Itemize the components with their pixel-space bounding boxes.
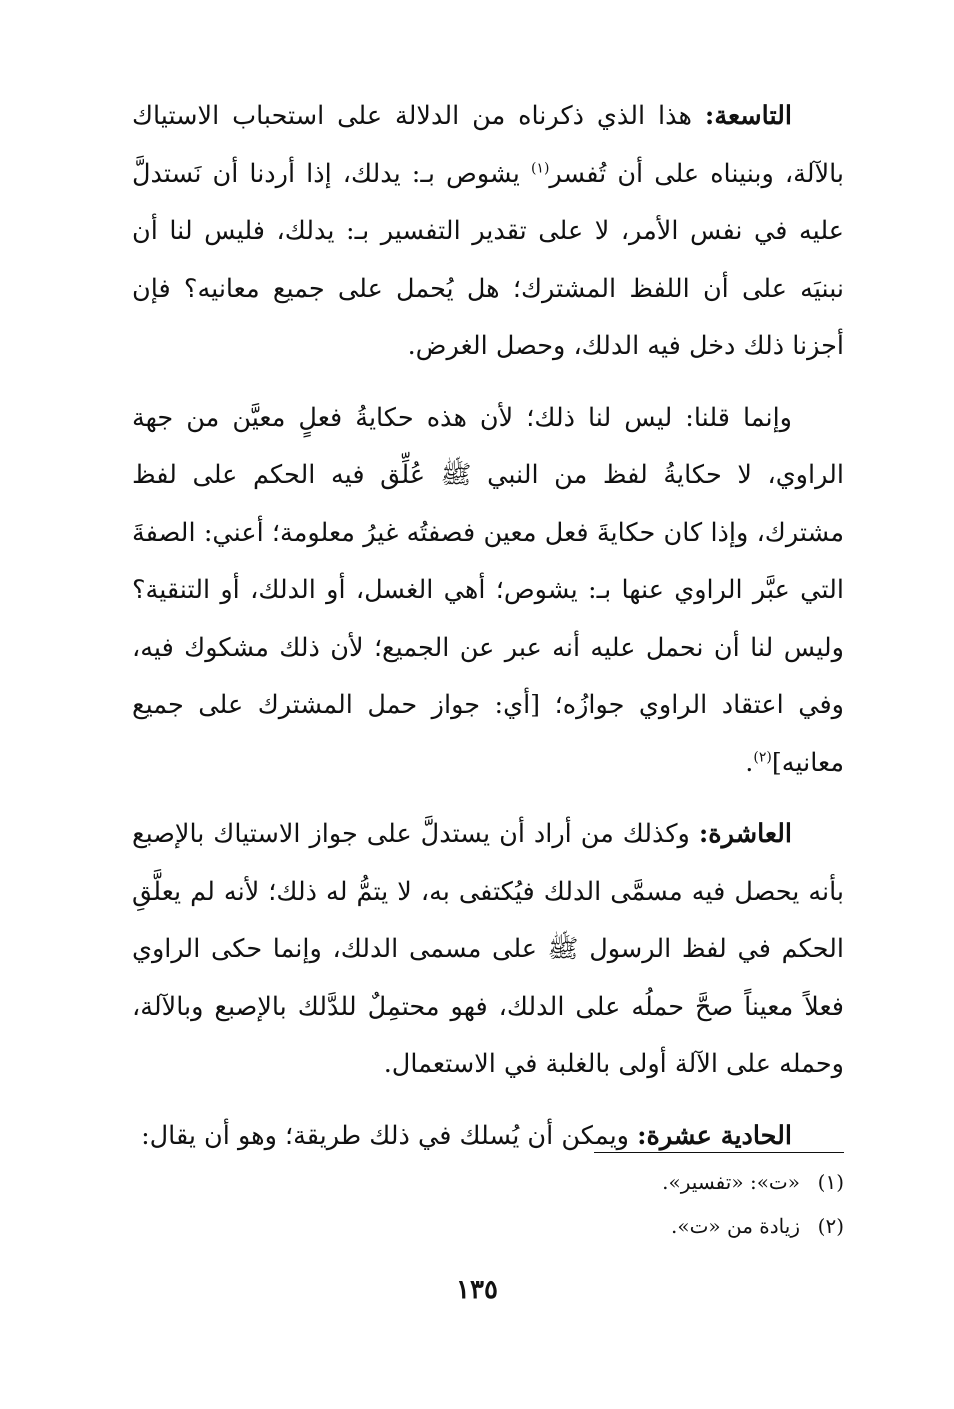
page-number: ١٣٥ [456, 1275, 498, 1305]
paragraph-lead: الحادية عشرة: [637, 1120, 792, 1151]
paragraph-tenth [132, 806, 844, 1094]
paragraph-lead: التاسعة: [704, 101, 792, 131]
footnote-number: (٢) [817, 1214, 844, 1238]
footnote-text: زيادة من «ت». [670, 1214, 800, 1238]
footnote-divider [594, 1152, 844, 1153]
footnotes [400, 1160, 844, 1248]
paragraph-text: وكذلك من أراد أن يستدلَّ على جواز الاستياك بالإصبع بأنه يحصل فيه مسمَّى الدلك فيُكتفى به، لا يتمُّ له ذلك؛ لأنه لم يعلَّقِ الحكم في لفظ الرسول ﷺ على مسمى الدلك، وإنما حكى الراوي فعلاً معيناً صحَّ حملُه على الدلك، فهو محتمِلٌ للدَّلك بالإصبع وبالآلة، وحمله على الآلة أولى بالغلبة في الاستعمال. [132, 819, 844, 1079]
footnote-number: (١) [817, 1170, 844, 1194]
main-text [132, 88, 844, 1165]
paragraph-ninth [132, 88, 844, 376]
footnote-text: «ت»: «تفسير». [662, 1170, 800, 1194]
footnote-reference-2: (٢) [753, 749, 772, 765]
paragraph-text-continued: يشوص بـ: يدلك، إذا أردنا أن نَستدلَّ عليه في نفس الأمر، لا على تقدير التفسير بـ: يدلك، فليس لنا أن نبنيَه على أن اللفظ المشترك؛ هل يُحمل على جميع معانيه؟ فإن أجزنا ذلك دخل فيه الدلك، وحصل الغرض. [132, 158, 844, 361]
footnote-2 [400, 1204, 844, 1248]
footnote-reference-1: (١) [530, 160, 550, 176]
paragraph-explanation [132, 390, 844, 793]
paragraph-text: هذا الذي ذكرناه من الدلالة على استحباب الاستياك بالآلة، وبنيناه على أن تُفسر [132, 101, 844, 189]
paragraph-text: ويمكن أن يُسلك في ذلك طريقة؛ وهو أن يقال: [141, 1120, 638, 1151]
paragraph-text: وإنما قلنا: ليس لنا ذلك؛ لأن هذه حكايةُ فعلٍ معيَّن من جهة الراوي، لا حكايةُ لفظ من النبي ﷺ عُلِّق فيه الحكم على لفظ مشترك، وإذا كان حكايةَ فعل معين فصفتُه غيرُ معلومة؛ أعني: الصفةَ التي عبَّر الراوي عنها بـ: يشوص؛ أهي الغسل، أو الدلك، أو التنقية؟ وليس لنا أن نحمل عليه أنه عبر عن الجميع؛ لأن ذلك مشكوك فيه، وفي اعتقاد الراوي جوازُه؛ [أي: جواز حمل المشترك على جميع معانيه] [132, 402, 844, 778]
footnote-1 [400, 1160, 844, 1204]
paragraph-text-continued: . [745, 747, 754, 778]
paragraph-lead: العاشرة: [698, 819, 792, 849]
paragraph-eleventh [132, 1108, 844, 1166]
